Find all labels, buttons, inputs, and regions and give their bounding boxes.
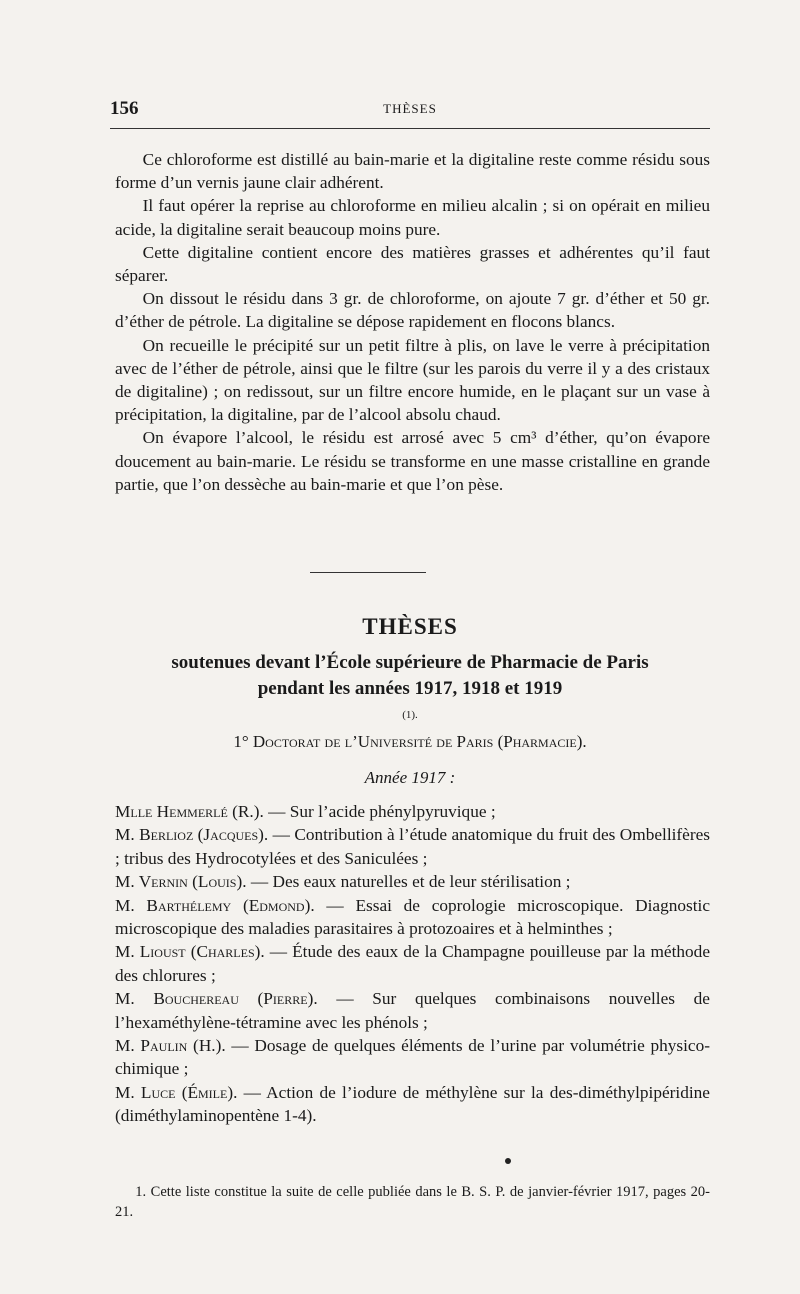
thesis-title: — Essai de coprologie microscopique. Diagnostic microscopique des maladies parasitaires à protozoaires et à helminthes ; bbox=[115, 895, 710, 939]
thesis-title: — Contribution à l’étude anatomique du fruit des Ombellifères ; tribus des Hydrocotylées et des Saniculées ; bbox=[115, 825, 710, 868]
list-item bbox=[115, 940, 710, 987]
list-item bbox=[115, 894, 710, 941]
footnote-marker: (1). bbox=[402, 709, 418, 721]
paragraph: Cette digitaline contient encore des matières grasses et adhérentes qu’il faut séparer. bbox=[115, 242, 710, 286]
paragraph: On évapore l’alcool, le résidu est arrosé avec 5 cm³ d’éther, qu’on évapore doucement au bain-marie. Le résidu se transforme en une masse cristalline en grande partie, que l’on dessèche au bain-marie et que l’on pèse. bbox=[115, 428, 710, 494]
section-title: THÈSES bbox=[362, 614, 458, 639]
ink-dot bbox=[505, 1158, 511, 1164]
paragraph: On recueille le précipité sur un petit filtre à plis, on lave le verre à précipitation avec de l’éther de pétrole, ainsi que le filtre (sur les parois du verre il y a des cristaux de digitaline) ; on redissout, sur un filtre encore humide, en le plaçant sur un vase à précipitation, la digitaline, par de l’alcool absolu chaud. bbox=[115, 335, 710, 425]
author-name: M. Vernin (Louis). bbox=[115, 872, 247, 892]
list-item bbox=[115, 987, 710, 1034]
author-name: M. Luce (Émile). bbox=[115, 1082, 238, 1102]
thesis-title: — Étude des eaux de la Champagne pouilleuse par la méthode des chlorures ; bbox=[115, 942, 710, 985]
subtitle-line-text: pendant les années 1917, 1918 et 1919 bbox=[257, 678, 563, 699]
thesis-title: — Des eaux naturelles et de leur stérilisation ; bbox=[246, 872, 571, 892]
paragraph: Il faut opérer la reprise au chloroforme en milieu alcalin ; si on opérait en milieu acide, la digitaline serait beaucoup moins pure. bbox=[115, 196, 710, 239]
author-name: M. Berlioz (Jacques). bbox=[115, 825, 269, 845]
list-item bbox=[115, 823, 710, 870]
subtitle-line bbox=[110, 676, 710, 728]
author-name: M. Barthélemy (Edmond). bbox=[115, 895, 315, 915]
subtitle-line: soutenues devant l’École supérieure de Pharmacie de Paris bbox=[171, 652, 649, 673]
author-name: M. Lioust (Charles). bbox=[115, 942, 265, 962]
author-name: M. Paulin (H.). bbox=[115, 1036, 226, 1056]
theses-list bbox=[115, 800, 710, 1128]
section-separator bbox=[310, 572, 426, 573]
thesis-title: — Dosage de quelques éléments de l’urine par volumétrie physico-chimique ; bbox=[115, 1036, 710, 1079]
footnote: 1. Cette liste constitue la suite de celle publiée dans le B. S. P. de janvier-février 1917, pages 20-21. bbox=[115, 1184, 710, 1220]
header-rule bbox=[110, 128, 710, 129]
list-item bbox=[115, 1081, 710, 1128]
author-name: M. Bouchereau (Pierre). bbox=[115, 989, 318, 1009]
thesis-title: — Sur quelques combinaisons nouvelles de l’hexaméthylène-tétramine avec les phénols ; bbox=[115, 989, 710, 1032]
page-header bbox=[110, 98, 710, 122]
page-number: 156 bbox=[110, 98, 139, 119]
paragraph: On dissout le résidu dans 3 gr. de chloroforme, on ajoute 7 gr. d’éther et 50 gr. d’éther de pétrole. La digitaline se dépose rapidement en flocons blancs. bbox=[115, 289, 710, 332]
list-item bbox=[115, 800, 710, 823]
doctorate-heading: 1° Doctorat de l’Université de Paris (Pharmacie). bbox=[233, 732, 587, 751]
list-item bbox=[115, 870, 710, 893]
year-heading: Année 1917 : bbox=[364, 768, 456, 787]
author-name: Mlle Hemmerlé (R.). bbox=[115, 802, 264, 821]
list-item bbox=[115, 1034, 710, 1081]
body-text bbox=[115, 148, 710, 496]
paragraph: Ce chloroforme est distillé au bain-marie et la digitaline reste comme résidu sous forme d’un vernis jaune clair adhérent. bbox=[115, 150, 710, 193]
thesis-title: — Action de l’iodure de méthylène sur la des-diméthylpipéridine (diméthylaminopentène 1-4). bbox=[115, 1082, 710, 1126]
section-subtitle bbox=[110, 650, 710, 728]
running-title: THÈSES bbox=[383, 101, 437, 116]
thesis-title: — Sur l’acide phénylpyruvique ; bbox=[263, 802, 496, 821]
